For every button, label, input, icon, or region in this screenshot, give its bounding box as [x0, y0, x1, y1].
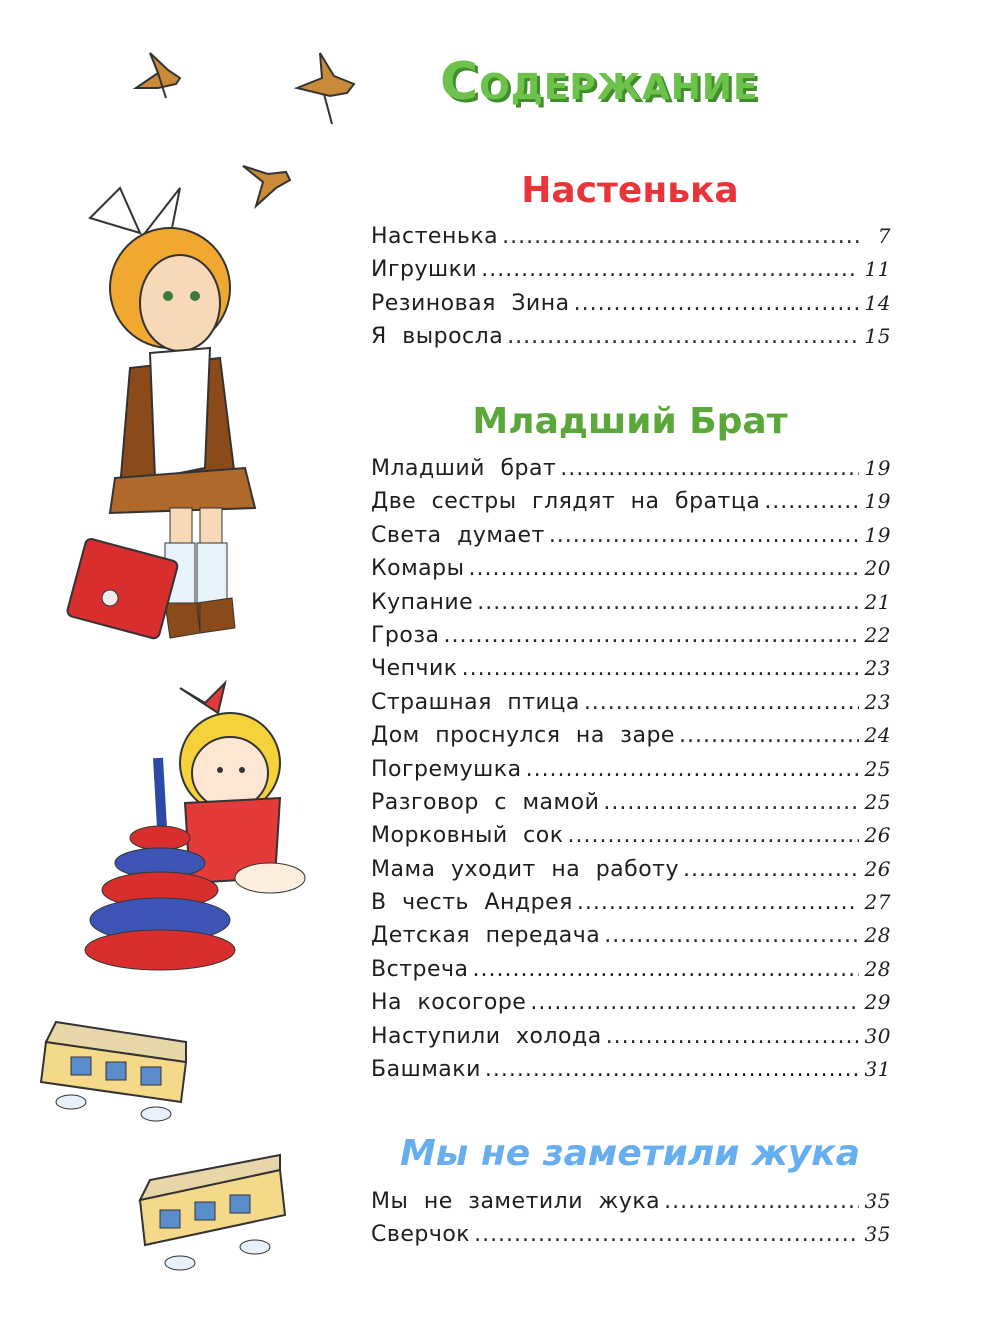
toc-entry-page: 28	[864, 956, 891, 981]
toc-entry-page: 11	[864, 257, 891, 282]
toc-entry-title: Разговор с мамой	[371, 789, 600, 815]
toc-entry-page: 7	[877, 224, 891, 248]
toc-entry-title: Наступили холода	[371, 1023, 602, 1049]
toc-entry[interactable]	[371, 523, 891, 556]
toc-entry-title: Младший брат	[371, 456, 557, 481]
dot-leader	[560, 456, 859, 481]
toc-entry-page: 29	[864, 990, 891, 1015]
toc-entry-title: В честь Андрея	[371, 890, 573, 916]
dot-leader	[568, 823, 859, 848]
toc-entry[interactable]	[371, 690, 891, 723]
toc-entry-title: Морковный сок	[371, 823, 564, 849]
toc-entry-page: 19	[864, 522, 891, 547]
dot-leader	[469, 556, 860, 581]
toc-entry-title: Детская передача	[371, 923, 601, 949]
toc-entry-page: 15	[864, 324, 891, 349]
toc-entry[interactable]	[371, 890, 891, 923]
dot-leader	[462, 656, 859, 681]
toc-entry-page: 30	[864, 1023, 891, 1048]
toc-entry[interactable]	[371, 291, 891, 324]
toc-entry-page: 35	[864, 1222, 891, 1247]
toc-entry[interactable]	[371, 324, 891, 357]
toc-entry[interactable]	[371, 656, 891, 689]
toc-entry-title: Игрушки	[371, 257, 478, 283]
dot-leader	[444, 623, 859, 648]
toc-entry-page: 20	[864, 556, 891, 581]
toc-entry-page: 25	[864, 789, 891, 814]
toc-entry-page: 28	[864, 923, 891, 948]
toc-entry-page: 19	[864, 489, 891, 514]
toc-entry-title: Резиновая Зина	[371, 290, 570, 316]
toc-entry[interactable]	[371, 1024, 891, 1057]
toc-entry[interactable]	[371, 1222, 891, 1255]
dot-leader	[764, 489, 859, 514]
toc-list-section-3	[371, 1189, 891, 1256]
toc-entry-title: Встреча	[371, 956, 469, 982]
toc-entry-page: 21	[864, 589, 891, 614]
dot-leader	[472, 957, 859, 982]
toc-entry-title: Настенька	[371, 224, 499, 249]
toc-entry-title: Я выросла	[371, 324, 504, 350]
toc-entry[interactable]	[371, 1189, 891, 1222]
toc-entry[interactable]	[371, 757, 891, 790]
toc-entry-title: Дом проснулся на заре	[371, 723, 675, 749]
toc-entry-title: Чепчик	[371, 656, 458, 682]
toc-entry-page: 23	[864, 656, 891, 681]
toc-entry[interactable]	[371, 723, 891, 756]
toc-entry-title: Света думает	[371, 522, 545, 548]
section-heading-my-ne-zametili-zhuka: Мы не заметили жука	[399, 1133, 861, 1174]
toc-entry-page: 23	[864, 689, 891, 714]
toc-entry-page: 31	[864, 1057, 891, 1082]
toc-entry-title: Башмаки	[371, 1057, 481, 1083]
train-car-illustration-2	[130, 1145, 300, 1285]
toc-list-section-2	[371, 456, 891, 1090]
dot-leader	[477, 590, 859, 615]
section-heading-nastenka: Настенька	[521, 170, 739, 211]
dot-leader	[485, 1057, 859, 1082]
toc-entry[interactable]	[371, 990, 891, 1023]
toc-entry[interactable]	[371, 224, 891, 257]
toc-entry-title: Мы не заметили жука	[371, 1189, 661, 1214]
toc-entry-page: 26	[864, 856, 891, 881]
dot-leader	[603, 790, 859, 815]
toc-entry-page: 35	[864, 1189, 891, 1213]
toc-entry-title: Мама уходит на работу	[371, 856, 680, 882]
dot-leader	[606, 1024, 859, 1049]
dot-leader	[664, 1189, 859, 1214]
toc-entry-page: 14	[864, 290, 891, 315]
toc-entry-page: 24	[864, 723, 891, 748]
toc-entry[interactable]	[371, 1057, 891, 1090]
toc-entry[interactable]	[371, 456, 891, 489]
toc-entry-title: Купание	[371, 589, 474, 615]
toc-entry[interactable]	[371, 623, 891, 656]
toc-entry-page: 27	[864, 890, 891, 915]
toc-entry-title: Страшная птица	[371, 689, 580, 715]
dot-leader	[530, 990, 859, 1015]
toc-entry-title: Комары	[371, 556, 465, 582]
dot-leader	[481, 257, 859, 282]
toc-list-section-1	[371, 224, 891, 358]
toc-entry[interactable]	[371, 957, 891, 990]
bird-illustration-1	[128, 48, 188, 108]
dot-leader	[683, 857, 859, 882]
dot-leader	[549, 523, 859, 548]
section-heading-mladshiy-brat: Младший Брат	[472, 401, 788, 442]
dot-leader	[507, 324, 859, 349]
toc-entry-title: Погремушка	[371, 756, 522, 782]
toc-entry-title: Две сестры глядят на братца	[371, 489, 761, 515]
dot-leader	[577, 890, 859, 915]
bird-illustration-2	[292, 48, 362, 128]
train-car-illustration-1	[26, 1002, 201, 1122]
toc-entry-title: На косогоре	[371, 990, 527, 1016]
dot-leader	[574, 291, 859, 316]
toc-entry-page: 25	[864, 756, 891, 781]
toc-entry[interactable]	[371, 489, 891, 522]
girl-illustration	[60, 178, 270, 648]
dot-leader	[679, 723, 859, 748]
toc-entry[interactable]	[371, 923, 891, 956]
dot-leader	[474, 1222, 859, 1247]
toc-entry[interactable]	[371, 823, 891, 856]
dot-leader	[604, 923, 859, 948]
toc-entry[interactable]	[371, 857, 891, 890]
dot-leader	[502, 224, 859, 249]
page-title: Содержание	[440, 52, 759, 112]
dot-leader	[584, 690, 859, 715]
toc-entry-page: 22	[864, 622, 891, 647]
toc-entry[interactable]	[371, 257, 891, 290]
toc-entry-title: Гроза	[371, 622, 440, 648]
toc-entry-page: 19	[864, 456, 891, 480]
doll-and-pyramid-illustration	[80, 678, 310, 978]
toc-entry[interactable]	[371, 590, 891, 623]
toc-entry-page: 26	[864, 823, 891, 848]
toc-entry[interactable]	[371, 556, 891, 589]
toc-entry-title: Сверчок	[371, 1222, 471, 1248]
dot-leader	[526, 757, 859, 782]
toc-entry[interactable]	[371, 790, 891, 823]
